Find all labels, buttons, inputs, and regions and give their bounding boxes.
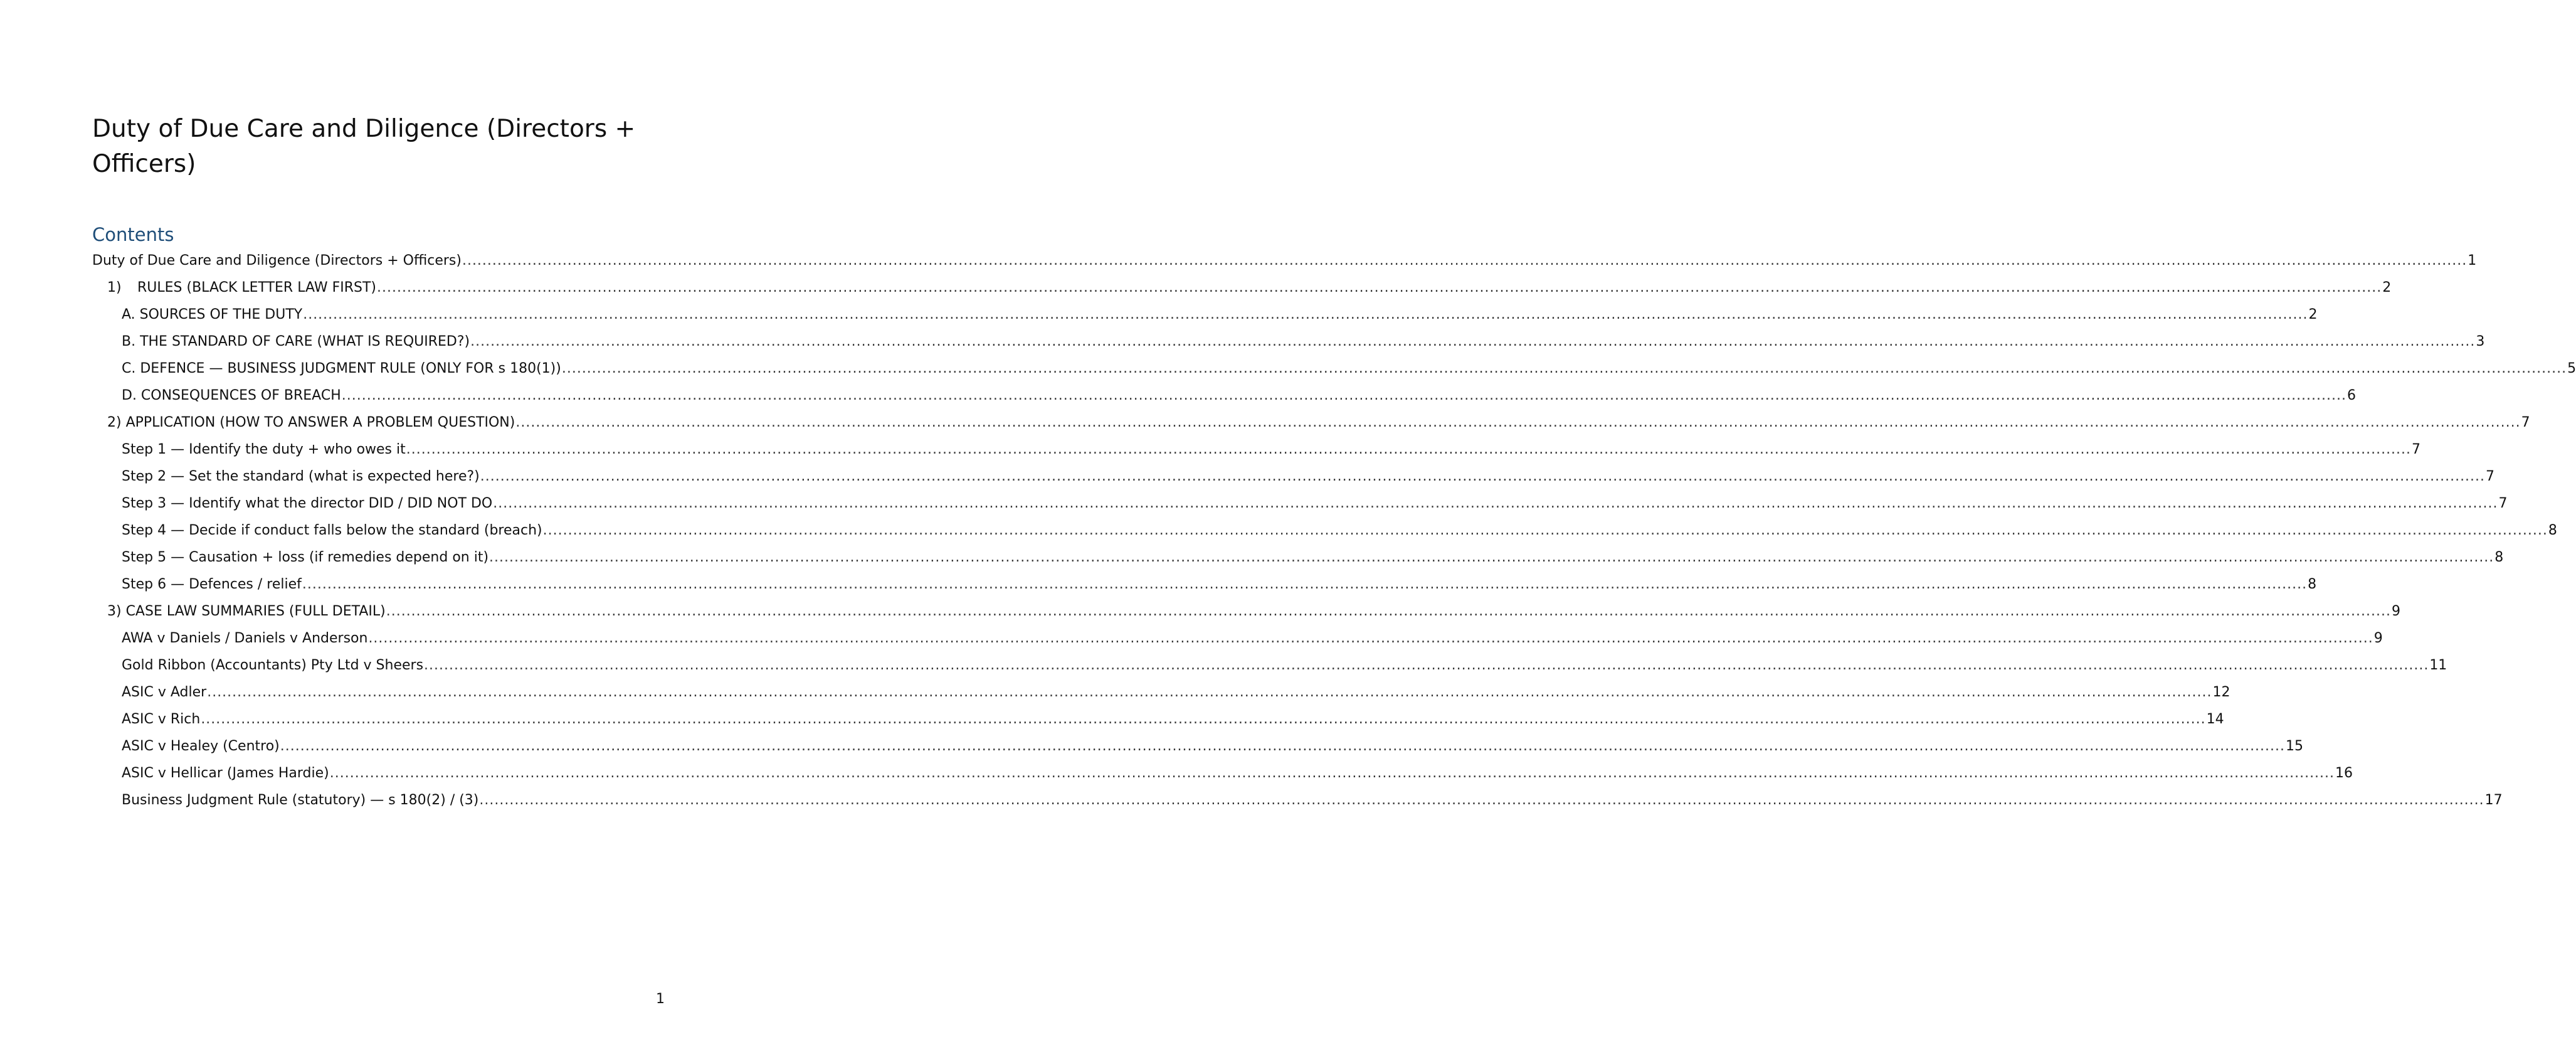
toc-dot-leader: ................................................................................................................................................................................................................................................................................................................................................................................................................ <box>329 765 2335 781</box>
toc-entry-page: 12 <box>2212 684 2230 700</box>
toc-entry-text: D. CONSEQUENCES OF BREACH <box>122 388 341 403</box>
toc-entry-text: Step 6 — Defences / relief <box>122 577 302 592</box>
toc-entry[interactable] <box>92 247 2477 274</box>
toc-entry-page: 3 <box>2476 334 2485 349</box>
toc-entry-label <box>122 544 488 571</box>
toc-entry-text: Step 1 — Identify the duty + who owes it <box>122 442 406 457</box>
toc-entry-page: 9 <box>2391 604 2400 619</box>
contents-heading: Contents <box>92 224 174 245</box>
toc-entry-page: 7 <box>2412 442 2421 457</box>
toc-entry-page: 8 <box>2548 523 2557 538</box>
toc-entry-text: RULES (BLACK LETTER LAW FIRST) <box>137 280 376 295</box>
toc-entry[interactable] <box>92 652 2447 679</box>
toc-entry-label <box>122 382 341 409</box>
toc-entry-page: 7 <box>2521 415 2530 430</box>
toc-dot-leader: ................................................................................................................................................................................................................................................................................................................................................................................................................ <box>470 334 2476 349</box>
toc-entry-label <box>92 247 462 274</box>
toc-entry-page: 17 <box>2484 792 2503 808</box>
toc-entry-label <box>122 787 478 814</box>
toc-entry-number: 1) <box>107 280 122 295</box>
toc-entry[interactable] <box>92 625 2383 652</box>
toc-entry-page: 2 <box>2308 307 2318 322</box>
toc-dot-leader: ................................................................................................................................................................................................................................................................................................................................................................................................................ <box>386 604 2391 619</box>
toc-dot-leader: ................................................................................................................................................................................................................................................................................................................................................................................................................ <box>207 684 2212 700</box>
toc-dot-leader: ................................................................................................................................................................................................................................................................................................................................................................................................................ <box>493 496 2498 511</box>
toc-entry-label <box>122 490 492 517</box>
toc-entry-label <box>122 733 280 760</box>
page-number: 1 <box>656 991 665 1007</box>
toc-entry-text: 2) APPLICATION (HOW TO ANSWER A PROBLEM QUESTION) <box>107 415 515 430</box>
toc-entry-page: 7 <box>2498 496 2508 511</box>
toc-entry-label <box>122 463 480 490</box>
toc-entry[interactable] <box>92 598 2400 625</box>
toc-entry-text: Business Judgment Rule (statutory) — s 180(2) / (3) <box>122 792 479 808</box>
toc-entry-page: 14 <box>2206 711 2224 727</box>
toc-entry-page: 8 <box>2494 550 2504 565</box>
toc-entry-label <box>122 625 367 652</box>
toc-entry-text: ASIC v Healey (Centro) <box>122 738 280 754</box>
toc-entry-page: 6 <box>2347 388 2356 403</box>
toc-entry-text: Gold Ribbon (Accountants) Pty Ltd v Sheers <box>122 657 424 673</box>
toc-entry-text: ASIC v Adler <box>122 684 207 700</box>
toc-entry-label <box>122 517 542 544</box>
toc-entry[interactable] <box>92 463 2495 490</box>
toc-entry-text: 3) CASE LAW SUMMARIES (FULL DETAIL) <box>107 604 386 619</box>
toc-dot-leader: ................................................................................................................................................................................................................................................................................................................................................................................................................ <box>303 307 2308 322</box>
toc-entry-label <box>122 760 329 787</box>
toc-dot-leader: ................................................................................................................................................................................................................................................................................................................................................................................................................ <box>462 253 2468 269</box>
toc-dot-leader: ................................................................................................................................................................................................................................................................................................................................................................................................................ <box>341 388 2346 403</box>
toc-dot-leader: ................................................................................................................................................................................................................................................................................................................................................................................................................ <box>376 280 2382 295</box>
toc-dot-leader: ................................................................................................................................................................................................................................................................................................................................................................................................................ <box>489 550 2494 565</box>
toc-dot-leader: ................................................................................................................................................................................................................................................................................................................................................................................................................ <box>406 442 2412 457</box>
toc-entry[interactable] <box>92 328 2485 355</box>
toc-entry-label <box>107 598 386 625</box>
toc-entry-text: C. DEFENCE — BUSINESS JUDGMENT RULE (ONLY FOR s 180(1)) <box>122 361 561 376</box>
toc-dot-leader: ................................................................................................................................................................................................................................................................................................................................................................................................................ <box>542 523 2548 538</box>
toc-dot-leader: ................................................................................................................................................................................................................................................................................................................................................................................................................ <box>480 469 2486 484</box>
toc-dot-leader: ................................................................................................................................................................................................................................................................................................................................................................................................................ <box>280 738 2286 754</box>
toc-dot-leader: ................................................................................................................................................................................................................................................................................................................................................................................................................ <box>479 792 2484 808</box>
toc-dot-leader: ................................................................................................................................................................................................................................................................................................................................................................................................................ <box>424 657 2429 673</box>
toc-entry-label <box>122 436 406 463</box>
toc-entry[interactable] <box>92 355 2576 382</box>
toc-entry-text: B. THE STANDARD OF CARE (WHAT IS REQUIRED?) <box>122 334 470 349</box>
toc-entry-text: Step 3 — Identify what the director DID / DID NOT DO <box>122 496 493 511</box>
toc-entry[interactable] <box>92 382 2356 409</box>
toc-entry-page: 11 <box>2429 657 2447 673</box>
toc-entry-text: ASIC v Hellicar (James Hardie) <box>122 765 329 781</box>
toc-entry-text: Step 4 — Decide if conduct falls below the standard (breach) <box>122 523 542 538</box>
toc-entry-page: 16 <box>2335 765 2353 781</box>
toc-entry-label <box>122 679 206 706</box>
toc-entry-page: 5 <box>2567 361 2576 376</box>
toc-entry[interactable] <box>92 409 2530 436</box>
toc-entry-page: 15 <box>2286 738 2304 754</box>
document-title: Duty of Due Care and Diligence (Directors + Officers) <box>92 115 636 178</box>
toc-entry-text: A. SOURCES OF THE DUTY <box>122 307 303 322</box>
toc-entry-text: Duty of Due Care and Diligence (Directors + Officers) <box>92 253 462 269</box>
toc-entry-label <box>107 274 376 301</box>
toc-entry[interactable] <box>92 706 2224 733</box>
toc-entry-page: 2 <box>2382 280 2392 295</box>
toc-entry[interactable] <box>92 571 2317 598</box>
toc-entry-label <box>122 706 200 733</box>
toc-entry-text: AWA v Daniels / Daniels v Anderson <box>122 630 368 646</box>
toc-entry[interactable] <box>92 733 2304 760</box>
toc-entry-text: Step 5 — Causation + loss (if remedies depend on it) <box>122 550 489 565</box>
toc-entry-label <box>122 301 302 328</box>
toc-entry-page: 7 <box>2486 469 2495 484</box>
toc-entry[interactable] <box>92 301 2318 328</box>
toc-entry-page: 8 <box>2308 577 2317 592</box>
toc-entry-page: 1 <box>2468 253 2477 269</box>
toc-dot-leader: ................................................................................................................................................................................................................................................................................................................................................................................................................ <box>201 711 2206 727</box>
toc-entry-label <box>122 571 302 598</box>
toc-dot-leader: ................................................................................................................................................................................................................................................................................................................................................................................................................ <box>515 415 2521 430</box>
toc-entry[interactable] <box>92 760 2353 787</box>
toc-entry[interactable] <box>92 436 2421 463</box>
table-of-contents <box>92 247 2576 814</box>
toc-entry[interactable] <box>92 274 2392 301</box>
toc-dot-leader: ................................................................................................................................................................................................................................................................................................................................................................................................................ <box>561 361 2567 376</box>
toc-entry-label <box>122 328 470 355</box>
toc-entry[interactable] <box>92 544 2504 571</box>
toc-entry-label <box>122 355 561 382</box>
toc-dot-leader: ................................................................................................................................................................................................................................................................................................................................................................................................................ <box>368 630 2373 646</box>
toc-entry-label <box>122 652 423 679</box>
toc-entry[interactable] <box>92 787 2503 814</box>
toc-entry-text: Step 2 — Set the standard (what is expected here?) <box>122 469 480 484</box>
toc-entry-page: 9 <box>2373 630 2383 646</box>
toc-entry[interactable] <box>92 517 2557 544</box>
toc-entry[interactable] <box>92 490 2508 517</box>
toc-entry-label <box>107 409 515 436</box>
toc-entry-text: ASIC v Rich <box>122 711 201 727</box>
toc-dot-leader: ................................................................................................................................................................................................................................................................................................................................................................................................................ <box>302 577 2308 592</box>
toc-entry[interactable] <box>92 679 2230 706</box>
